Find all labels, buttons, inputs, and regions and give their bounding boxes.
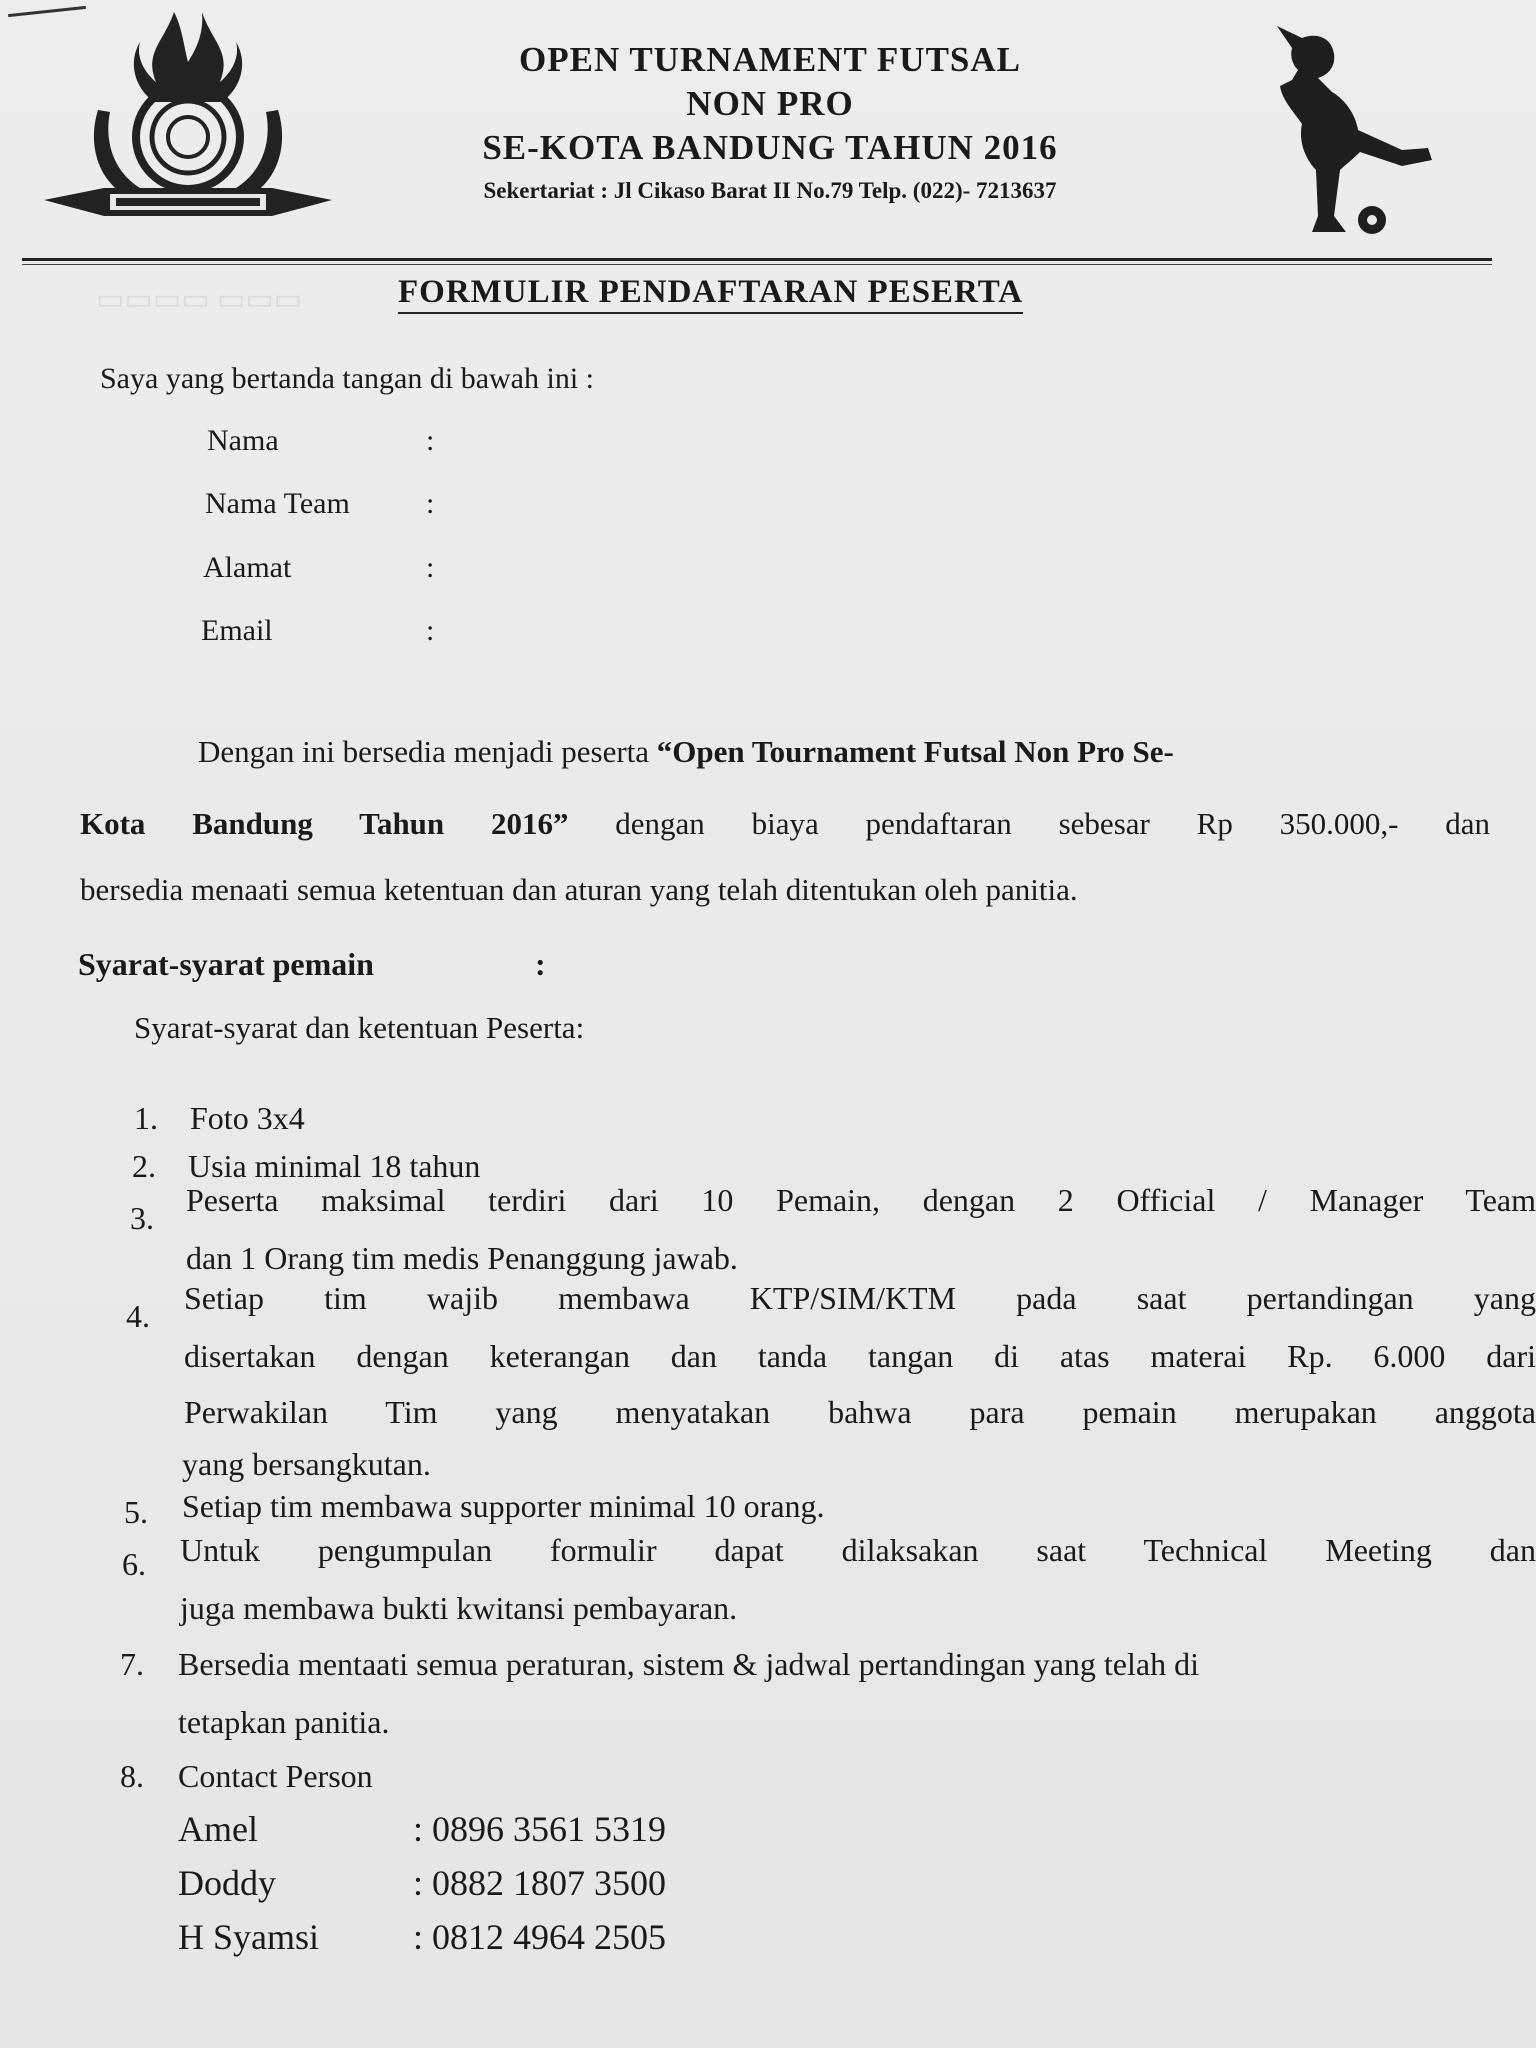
list-item-line: disertakan dengan keterangan dan tanda tangan di atas materai Rp. 6.000 dari xyxy=(184,1338,1536,1374)
list-item-number: 5. xyxy=(124,1494,148,1530)
statement-text: dengan biaya pendaftaran sebesar Rp 350.000,- dan xyxy=(568,806,1490,841)
list-item: tetapkan panitia. xyxy=(178,1704,390,1740)
bleed-through-artifact: ▭▭▭▭ ▭▭▭ xyxy=(96,283,302,316)
intro-text: Saya yang bertanda tangan di bawah ini : xyxy=(100,362,595,395)
karang-taruna-emblem-icon xyxy=(44,2,332,232)
list-item-line: Setiap tim wajib membawa KTP/SIM/KTM pada saat pertandingan yang xyxy=(184,1280,1536,1316)
list-item xyxy=(184,1280,1536,1317)
statement-line-2 xyxy=(80,806,1490,842)
form-title: FORMULIR PENDAFTARAN PESERTA xyxy=(398,272,1023,314)
header-divider xyxy=(22,258,1492,261)
list-item: Setiap tim membawa supporter minimal 10 orang. xyxy=(182,1488,825,1524)
statement-bold-text: Kota Bandung Tahun 2016” xyxy=(80,806,569,841)
list-item: Usia minimal 18 tahun xyxy=(188,1148,481,1184)
header-divider-thin xyxy=(22,264,1492,265)
header-line-2: NON PRO xyxy=(686,84,854,123)
list-item-number: 6. xyxy=(122,1546,146,1582)
field-colon: : xyxy=(426,424,435,457)
list-item xyxy=(184,1338,1536,1375)
contact-phone: : 0812 4964 2505 xyxy=(413,1917,667,1957)
list-item: Contact Person xyxy=(178,1758,373,1794)
field-colon: : xyxy=(426,614,435,647)
list-item: dan 1 Orang tim medis Penanggung jawab. xyxy=(186,1240,738,1276)
list-item-line: Perwakilan Tim yang menyatakan bahwa para pemain merupakan anggota xyxy=(184,1394,1536,1430)
field-label-alamat: Alamat xyxy=(203,551,292,584)
header-line-3: SE-KOTA BANDUNG TAHUN 2016 xyxy=(482,128,1058,167)
list-item-line: Peserta maksimal terdiri dari 10 Pemain, dengan 2 Official / Manager Team xyxy=(186,1182,1536,1218)
list-item xyxy=(180,1532,1536,1569)
field-label-nama: Nama xyxy=(207,424,279,457)
statement-line-3: bersedia menaati semua ketentuan dan aturan yang telah ditentukan oleh panitia. xyxy=(80,872,1078,907)
header-line-1: OPEN TURNAMENT FUTSAL xyxy=(519,40,1021,79)
list-item-number: 4. xyxy=(126,1298,150,1334)
list-item: Foto 3x4 xyxy=(190,1100,305,1136)
list-item-line: Untuk pengumpulan formulir dapat dilaksakan saat Technical Meeting dan xyxy=(180,1532,1536,1568)
contact-phone: : 0882 1807 3500 xyxy=(413,1863,667,1903)
futsal-player-kicking-icon xyxy=(1262,20,1442,242)
list-item: juga membawa bukti kwitansi pembayaran. xyxy=(180,1590,738,1626)
statement-bold-text: “Open Tournament Futsal Non Pro Se- xyxy=(656,734,1174,769)
contact-name: Amel xyxy=(178,1809,258,1849)
requirements-subtitle: Syarat-syarat dan ketentuan Peserta: xyxy=(134,1010,585,1045)
requirements-colon: : xyxy=(535,946,546,982)
list-item-number: 8. xyxy=(120,1758,144,1794)
field-colon: : xyxy=(426,551,435,584)
list-item xyxy=(186,1182,1536,1219)
contact-name: Doddy xyxy=(178,1863,276,1903)
requirements-heading: Syarat-syarat pemain xyxy=(78,946,374,982)
list-item-number: 3. xyxy=(130,1200,154,1236)
list-item: Bersedia mentaati semua peraturan, sistem & jadwal pertandingan yang telah di xyxy=(178,1646,1199,1682)
field-colon: : xyxy=(426,487,435,520)
statement-line-1 xyxy=(198,734,1174,770)
secretariat-address: Sekertariat : Jl Cikaso Barat II No.79 Telp. (022)- 7213637 xyxy=(483,178,1057,203)
list-item-number: 2. xyxy=(132,1148,156,1184)
contact-name: H Syamsi xyxy=(178,1917,320,1957)
list-item: yang bersangkutan. xyxy=(182,1446,431,1482)
statement-text: Dengan ini bersedia menjadi peserta xyxy=(198,734,657,769)
contact-phone: : 0896 3561 5319 xyxy=(413,1809,667,1849)
list-item-number: 7. xyxy=(120,1646,144,1682)
field-label-nama-team: Nama Team xyxy=(205,487,350,520)
list-item xyxy=(184,1394,1536,1431)
letterhead xyxy=(340,38,1200,206)
field-label-email: Email xyxy=(201,614,273,647)
list-item-number: 1. xyxy=(134,1100,158,1136)
